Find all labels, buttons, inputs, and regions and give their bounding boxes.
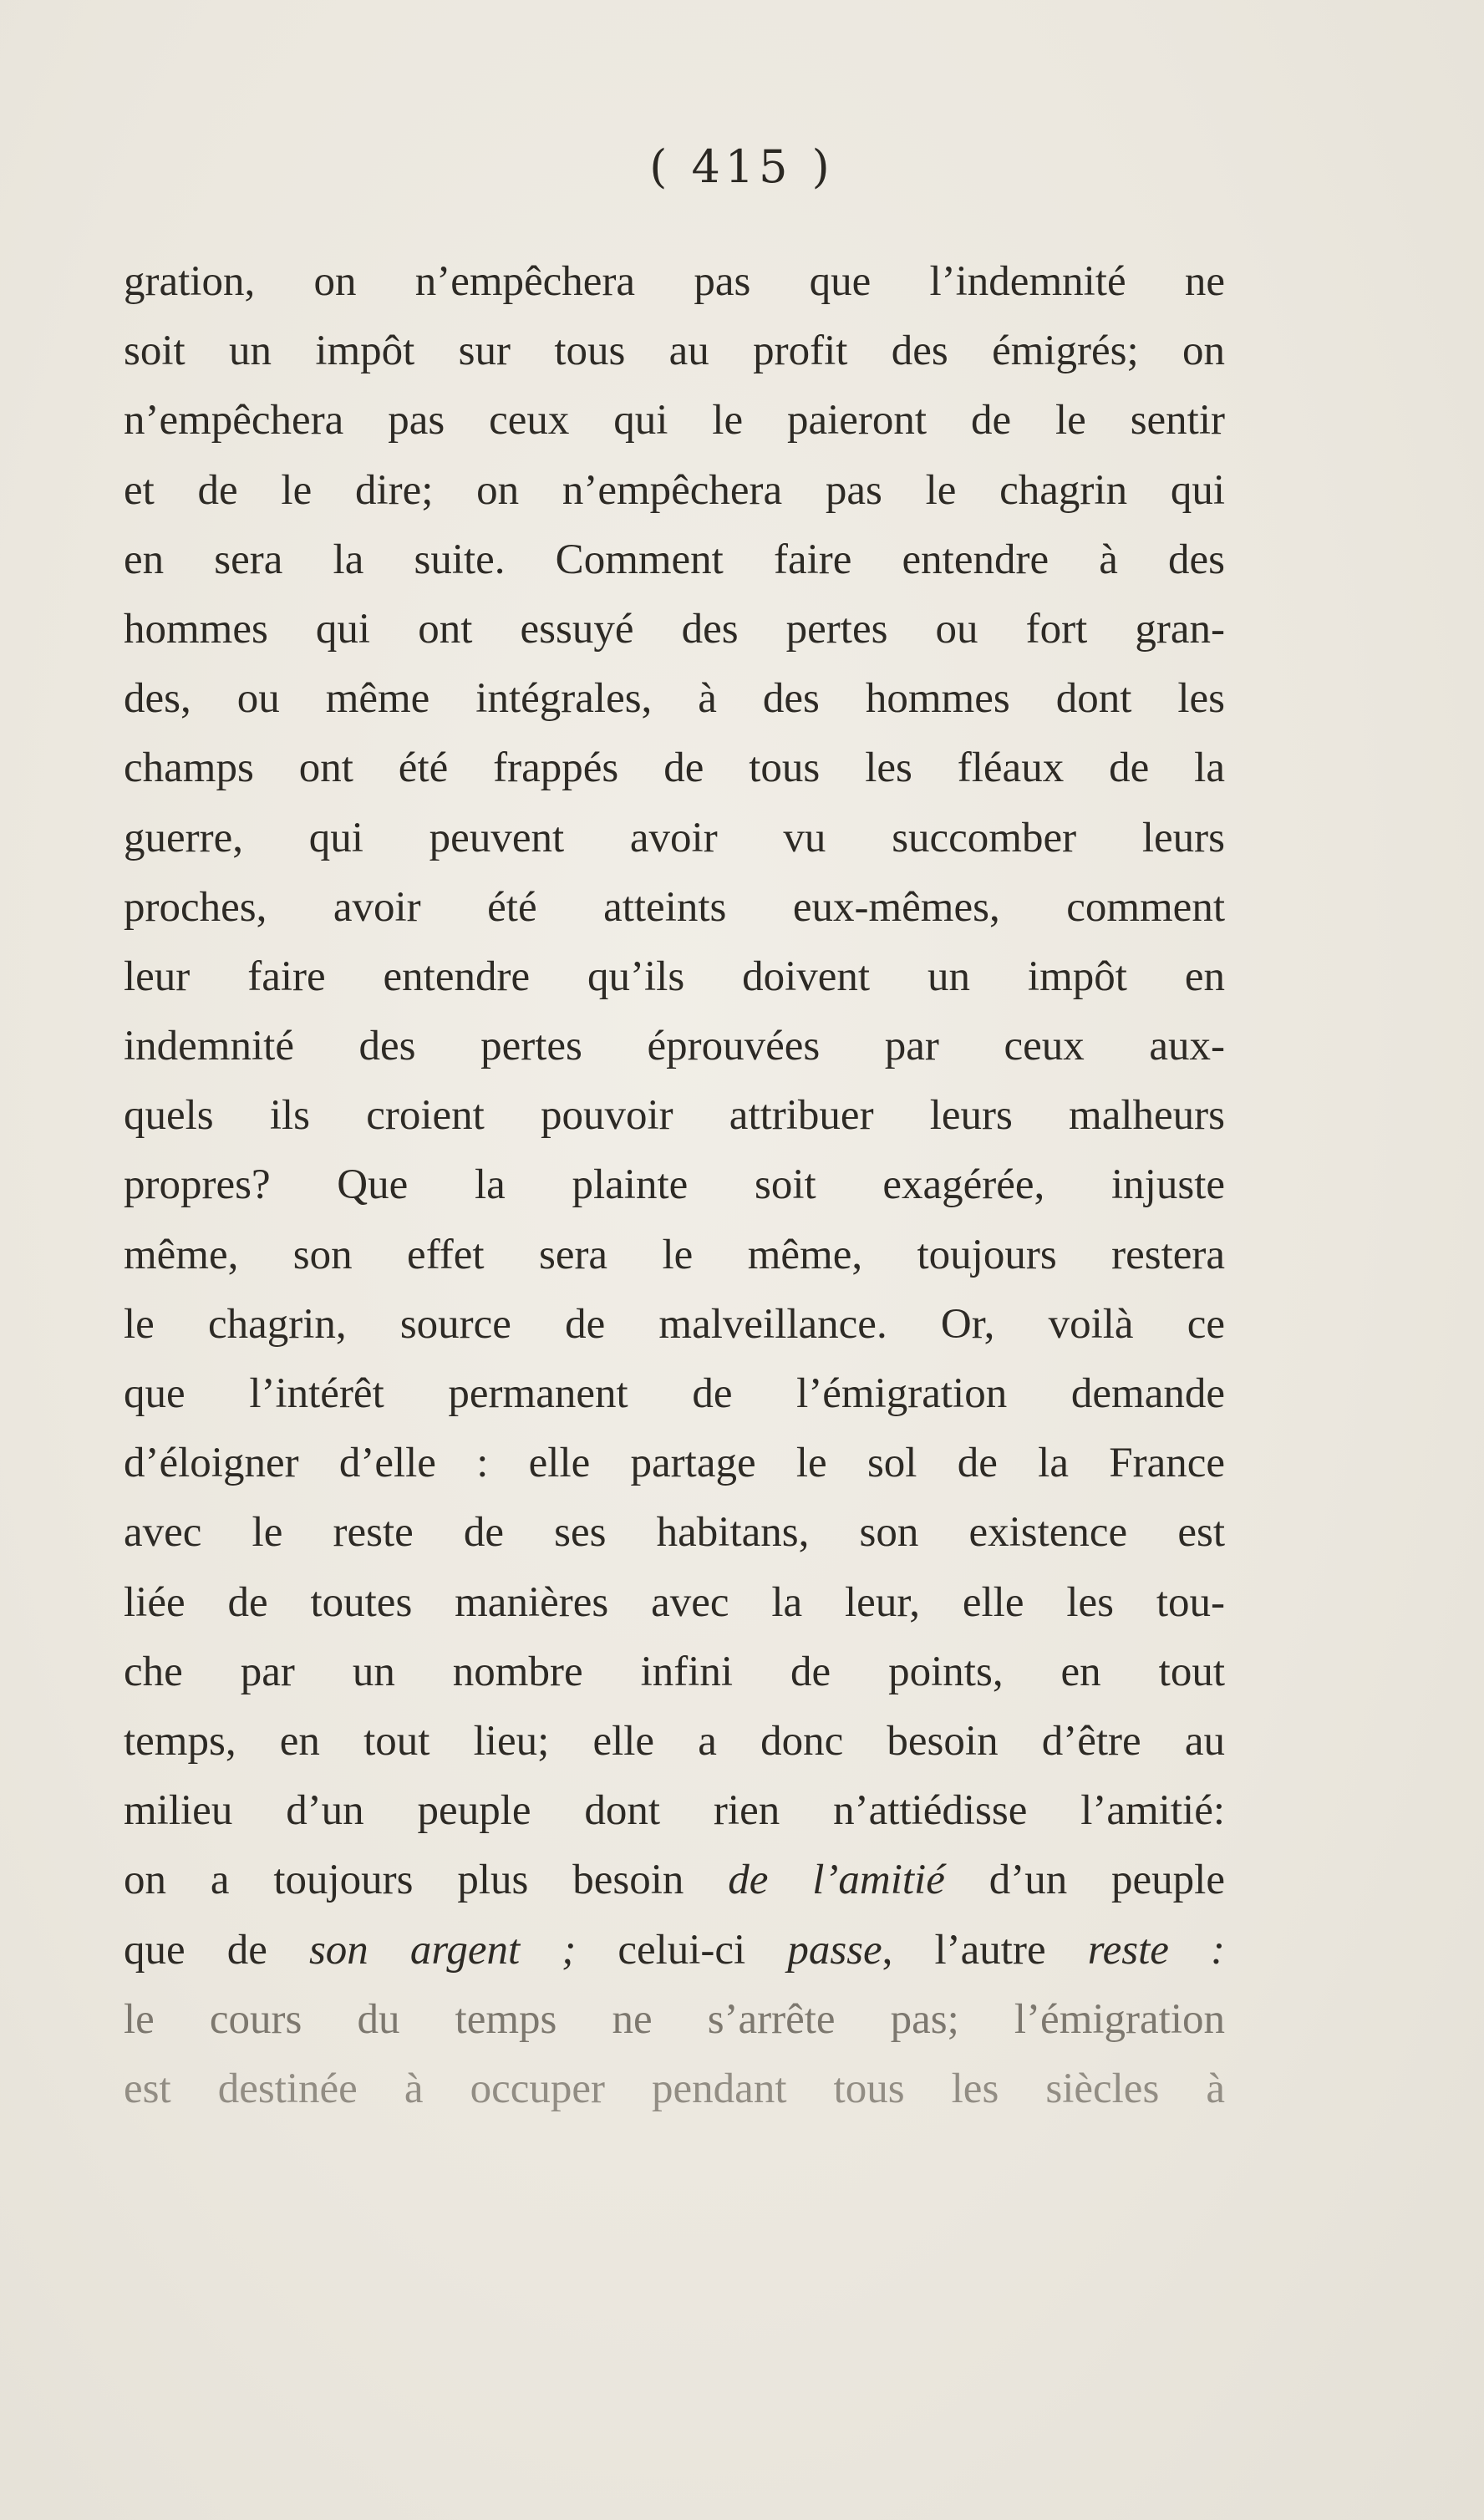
text-line: d’éloigner d’elle : elle partage le sol de la France (124, 1440, 1225, 1487)
text-run: , l’autre (882, 1926, 1088, 1974)
body-text (124, 247, 1225, 2124)
text-line: proches, avoir été atteints eux-mêmes, comment (124, 883, 1225, 931)
italic-text-run: reste : (1087, 1926, 1226, 1974)
text-run: celui-ci (576, 1926, 788, 1974)
text-line: quels ils croient pouvoir attribuer leurs malheurs (124, 1092, 1225, 1140)
text-line: que l’intérêt permanent de l’émigration demande (124, 1370, 1225, 1417)
text-line: gration, on n’empêchera pas que l’indemnité ne (124, 258, 1225, 305)
text-line: che par un nombre infini de points, en tout (124, 1648, 1225, 1695)
text-line: champs ont été frappés de tous les fléaux de la (124, 744, 1225, 792)
text-run: d’un peuple (944, 1857, 1225, 1904)
text-line: n’empêchera pas ceux qui le paieront de le sentir (124, 397, 1225, 445)
text-line-with-italics (124, 1916, 1225, 1985)
text-line: indemnité des pertes éprouvées par ceux aux- (124, 1023, 1225, 1070)
text-run: on a toujours plus besoin (124, 1857, 729, 1904)
text-line: en sera la suite. Comment faire entendre à des (124, 536, 1225, 583)
text-line: milieu d’un peuple dont rien n’attiédisse l’amitié: (124, 1787, 1225, 1835)
text-line-with-italics (124, 1846, 1225, 1915)
text-line: et de le dire; on n’empêchera pas le chagrin qui (124, 466, 1225, 514)
text-line: guerre, qui peuvent avoir vu succomber leurs (124, 814, 1225, 861)
text-line: liée de toutes manières avec la leur, elle les tou- (124, 1578, 1225, 1626)
page-number: ( 415 ) (649, 140, 835, 193)
text-line: est destinée à occuper pendant tous les siècles à (124, 2065, 1225, 2112)
text-run: que de (124, 1926, 309, 1974)
text-line: temps, en tout lieu; elle a donc besoin d’être au (124, 1717, 1225, 1765)
text-line: soit un impôt sur tous au profit des émigrés; on (124, 328, 1225, 375)
text-line: avec le reste de ses habitans, son existence est (124, 1509, 1225, 1557)
text-line: leur faire entendre qu’ils doivent un impôt en (124, 953, 1225, 1000)
text-line: le cours du temps ne s’arrête pas; l’émigration (124, 1995, 1225, 2043)
text-line: hommes qui ont essuyé des pertes ou fort gran- (124, 605, 1225, 653)
text-line: le chagrin, source de malveillance. Or, voilà ce (124, 1300, 1225, 1348)
text-line: même, son effet sera le même, toujours restera (124, 1231, 1225, 1278)
italic-text-run: de l’amitié (728, 1857, 945, 1904)
italic-text-run: passe (787, 1926, 882, 1974)
text-line: propres? Que la plainte soit exagérée, injuste (124, 1161, 1225, 1209)
text-line: des, ou même intégrales, à des hommes dont les (124, 675, 1225, 723)
italic-text-run: son argent ; (308, 1926, 577, 1974)
